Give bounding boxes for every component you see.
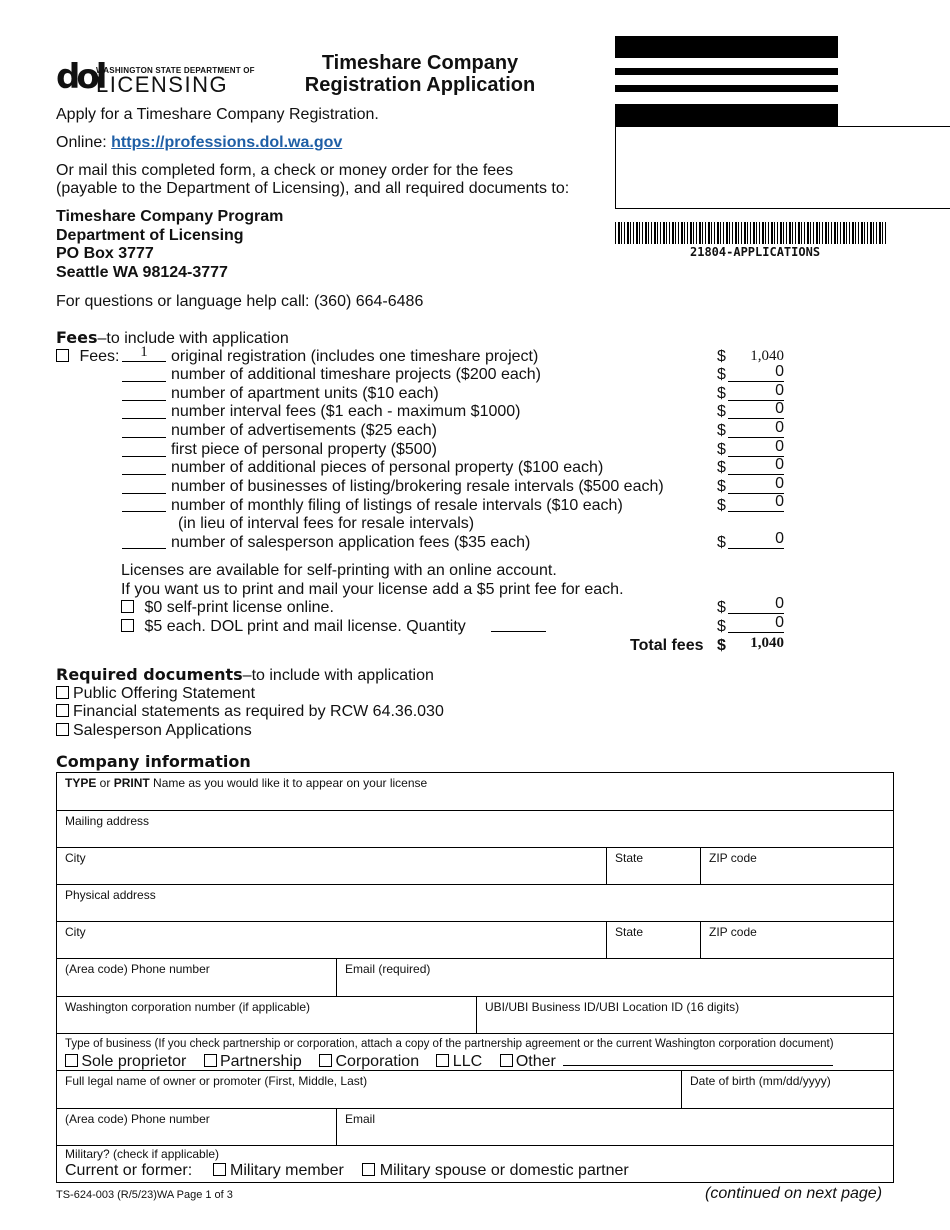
self-print-checkbox[interactable] — [121, 600, 134, 613]
form-title-line1: Timeshare Company — [321, 52, 519, 74]
dollar-sign: $ — [717, 459, 726, 476]
phone-label: (Area code) Phone number — [65, 1112, 210, 1126]
dollar-sign: $ — [717, 366, 726, 383]
form-row-owner-contact — [57, 1109, 893, 1146]
mailing-address-field[interactable] — [57, 811, 893, 847]
dollar-sign: $ — [717, 637, 726, 654]
state-label: State — [615, 851, 644, 865]
llc-checkbox[interactable] — [436, 1054, 449, 1067]
wa-corp-number-field[interactable] — [57, 997, 476, 1033]
header-bar-4 — [615, 104, 838, 126]
fee-text: number of businesses of listing/brokering resale intervals ($500 each) — [171, 478, 664, 495]
form-row-physical-city — [57, 922, 893, 959]
company-phone-field[interactable] — [57, 959, 336, 996]
zip-label: ZIP code — [709, 925, 757, 939]
form-row-physical — [57, 885, 893, 922]
dollar-sign: $ — [717, 618, 726, 635]
required-docs-suffix: –to include with application — [242, 667, 434, 684]
online-link[interactable]: https://professions.dol.wa.gov — [111, 134, 343, 151]
physical-zip-field[interactable] — [700, 922, 893, 958]
header-bar-3 — [615, 85, 838, 92]
company-email-field[interactable] — [336, 959, 893, 996]
print-note-2: If you want us to print and mail your license add a $5 print fee for each. — [121, 581, 624, 598]
owner-name-field[interactable] — [57, 1071, 681, 1108]
fee-qty-field[interactable] — [122, 532, 166, 549]
required-doc-item — [56, 684, 255, 703]
header-bar-2 — [615, 68, 838, 75]
dol-logo-mark: dol — [56, 57, 104, 97]
intro-online — [56, 133, 342, 152]
form-id: TS-624-003 (R/5/23)WA Page 1 of 3 — [56, 1189, 233, 1201]
phone-label: (Area code) Phone number — [65, 962, 210, 976]
address-line: Department of Licensing — [56, 226, 244, 244]
fee-amount[interactable]: 0 — [728, 532, 784, 549]
partnership-label: Partnership — [219, 1053, 302, 1070]
fee-amount[interactable]: 1,040 — [750, 348, 784, 364]
total-fees-label: Total fees — [630, 637, 704, 654]
military-spouse-label: Military spouse or domestic partner — [379, 1162, 629, 1179]
fee-amount[interactable]: 0 — [728, 421, 784, 438]
doc-label: Salesperson Applications — [73, 722, 252, 739]
total-fees-amount[interactable]: 1,040 — [750, 635, 784, 651]
address-line: Timeshare Company Program — [56, 208, 284, 225]
zip-label: ZIP code — [709, 851, 757, 865]
military-member-checkbox[interactable] — [213, 1163, 226, 1176]
form-title-line2: Registration Application — [304, 74, 536, 96]
fee-amount[interactable]: 0 — [728, 495, 784, 512]
other-checkbox[interactable] — [500, 1054, 513, 1067]
fees-heading-title: Fees — [56, 328, 98, 347]
dol-logo — [56, 57, 255, 97]
print-word: PRINT — [113, 776, 150, 790]
ubi-field[interactable] — [476, 997, 893, 1033]
llc-label: LLC — [452, 1053, 483, 1070]
online-label: Online: — [56, 134, 112, 151]
type-word: TYPE — [65, 776, 97, 790]
mailing-address-label: Mailing address — [65, 814, 150, 828]
fee-qty-field[interactable] — [122, 384, 166, 401]
intro-apply: Apply for a Timeshare Company Registration. — [56, 106, 379, 123]
doc-label: Financial statements as required by RCW 64.36.030 — [73, 703, 444, 720]
fee-amount[interactable]: 0 — [728, 402, 784, 419]
city-label: City — [65, 851, 86, 865]
military-cell — [57, 1146, 893, 1182]
fee-amount[interactable]: 0 — [728, 477, 784, 494]
fee-text: original registration (includes one timeshare project) — [171, 348, 539, 365]
fee-text: number of monthly filing of listings of resale intervals ($10 each) — [171, 497, 623, 514]
fee-qty-field[interactable]: 1 — [122, 345, 166, 362]
owner-email-field[interactable] — [336, 1109, 893, 1145]
ubi-label: UBI/UBI Business ID/UBI Location ID (16 digits) — [485, 1000, 740, 1014]
fee-text: number of apartment units ($10 each) — [171, 385, 439, 402]
doc-checkbox[interactable] — [56, 723, 69, 736]
fees-heading — [56, 328, 289, 348]
email-label: Email — [345, 1112, 376, 1126]
form-row-name — [57, 773, 893, 811]
fee-amount[interactable]: 0 — [728, 458, 784, 475]
corporation-checkbox[interactable] — [319, 1054, 332, 1067]
physical-address-field[interactable] — [57, 885, 893, 921]
business-type-options — [65, 1053, 889, 1069]
self-print-label: $0 self-print license online. — [144, 599, 334, 616]
fees-label: Fees: — [79, 348, 120, 365]
self-print-amount[interactable]: 0 — [728, 597, 784, 614]
dollar-sign: $ — [717, 385, 726, 402]
military-options — [65, 1161, 885, 1180]
corporation-label: Corporation — [335, 1053, 420, 1070]
fee-qty-field[interactable] — [122, 365, 166, 382]
address-line: PO Box 3777 — [56, 245, 154, 262]
required-doc-item — [56, 702, 444, 721]
logo-licensing: LICENSING — [96, 72, 229, 97]
fee-qty-field[interactable] — [122, 495, 166, 512]
form-row-military — [57, 1146, 893, 1182]
wa-corp-label: Washington corporation number (if applicable) — [65, 1000, 311, 1014]
logo-agency-line: WASHINGTON STATE DEPARTMENT OF — [96, 66, 255, 75]
help-line: For questions or language help call: (360) 664-6486 — [56, 293, 424, 310]
doc-label: Public Offering Statement — [73, 685, 256, 702]
email-required-label: Email (required) — [345, 962, 431, 976]
fee-qty-field[interactable] — [122, 440, 166, 457]
address-line: Seattle WA 98124-3777 — [56, 263, 228, 281]
license-name-field[interactable] — [57, 773, 893, 810]
fees-checkbox-row — [56, 347, 119, 366]
resale-note: (in lieu of interval fees for resale intervals) — [178, 515, 475, 532]
other-label: Other — [515, 1053, 556, 1070]
dollar-sign: $ — [717, 441, 726, 458]
other-specify-field[interactable] — [563, 1053, 833, 1066]
dollar-sign: $ — [717, 599, 726, 616]
required-docs-heading — [56, 665, 434, 685]
form-title — [270, 52, 570, 96]
required-doc-item — [56, 721, 252, 740]
sole-proprietor-label: Sole proprietor — [81, 1053, 187, 1070]
dollar-sign: $ — [717, 348, 726, 365]
form-row-mailing — [57, 811, 893, 848]
mailing-zip-field[interactable] — [700, 848, 893, 884]
print-note-1: Licenses are available for self-printing with an online account. — [121, 562, 557, 579]
header-bar-1 — [615, 36, 838, 58]
fee-amount[interactable]: 0 — [728, 384, 784, 401]
self-print-option — [121, 598, 334, 617]
fee-text: number of additional pieces of personal property ($100 each) — [171, 459, 604, 476]
fee-text: number of additional timeshare projects ($200 each) — [171, 366, 541, 383]
fee-text: number of salesperson application fees ($35 each) — [171, 534, 531, 551]
physical-state-field[interactable] — [606, 922, 700, 958]
barcode — [615, 222, 887, 244]
required-docs-title: Required documents — [56, 665, 243, 684]
fee-qty-field[interactable] — [122, 421, 166, 438]
fee-qty-field[interactable] — [122, 402, 166, 419]
dollar-sign: $ — [717, 422, 726, 439]
state-label: State — [615, 925, 644, 939]
agency-use-box — [615, 126, 950, 209]
partnership-checkbox[interactable] — [204, 1054, 217, 1067]
dollar-sign: $ — [717, 534, 726, 551]
or-word: or — [96, 776, 114, 790]
form-row-owner — [57, 1071, 893, 1109]
form-row-contact — [57, 959, 893, 997]
owner-phone-field[interactable] — [57, 1109, 336, 1145]
fee-qty-field[interactable] — [122, 477, 166, 494]
intro-mail-2: (payable to the Department of Licensing), and all required documents to: — [56, 180, 570, 197]
form-row-ids — [57, 997, 893, 1034]
military-spouse-checkbox[interactable] — [362, 1163, 375, 1176]
military-prefix: Current or former: — [65, 1162, 193, 1179]
mail-print-quantity-field[interactable] — [491, 631, 546, 632]
mailing-state-field[interactable] — [606, 848, 700, 884]
dollar-sign: $ — [717, 478, 726, 495]
barcode-text: 21804-APPLICATIONS — [690, 245, 821, 259]
fee-qty-field[interactable] — [122, 458, 166, 475]
dob-label: Date of birth (mm/dd/yyyy) — [690, 1074, 831, 1088]
military-member-label: Military member — [230, 1162, 344, 1179]
mail-print-checkbox[interactable] — [121, 619, 134, 632]
doc-checkbox[interactable] — [56, 686, 69, 699]
form-row-business-type — [57, 1034, 893, 1071]
continued-note: (continued on next page) — [705, 1185, 883, 1202]
physical-city-field[interactable] — [57, 922, 606, 958]
business-type-cell — [57, 1034, 893, 1070]
fees-heading-suffix: –to include with application — [97, 330, 289, 347]
fee-amount[interactable]: 0 — [728, 365, 784, 382]
dollar-sign: $ — [717, 403, 726, 420]
fee-text: first piece of personal property ($500) — [171, 441, 437, 458]
company-info-heading: Company information — [56, 752, 251, 771]
sole-proprietor-checkbox[interactable] — [65, 1054, 78, 1067]
fee-text: number of advertisements ($25 each) — [171, 422, 437, 439]
fees-checkbox[interactable] — [56, 349, 69, 362]
mail-print-option — [121, 617, 466, 636]
form-row-mailing-city — [57, 848, 893, 885]
city-label: City — [65, 925, 86, 939]
owner-name-label: Full legal name of owner or promoter (First, Middle, Last) — [65, 1074, 368, 1088]
dollar-sign: $ — [717, 497, 726, 514]
physical-address-label: Physical address — [65, 888, 156, 902]
mailing-city-field[interactable] — [57, 848, 606, 884]
company-info-form — [56, 772, 894, 1183]
military-label: Military? (check if applicable) — [65, 1147, 220, 1161]
fee-text: number interval fees ($1 each - maximum $1000) — [171, 403, 521, 420]
doc-checkbox[interactable] — [56, 704, 69, 717]
dob-field[interactable] — [681, 1071, 893, 1108]
business-type-label: Type of business (If you check partnership or corporation, attach a copy of the partnership agreement or the current Washington corporation document) — [65, 1038, 834, 1050]
mail-print-label: $5 each. DOL print and mail license. Quantity — [144, 618, 466, 635]
fee-amount[interactable]: 0 — [728, 440, 784, 457]
intro-mail-1: Or mail this completed form, a check or money order for the fees — [56, 162, 514, 179]
mailing-address-block — [56, 208, 283, 282]
name-instructions: Name as you would like it to appear on your license — [149, 776, 428, 790]
mail-print-amount[interactable]: 0 — [728, 616, 784, 633]
